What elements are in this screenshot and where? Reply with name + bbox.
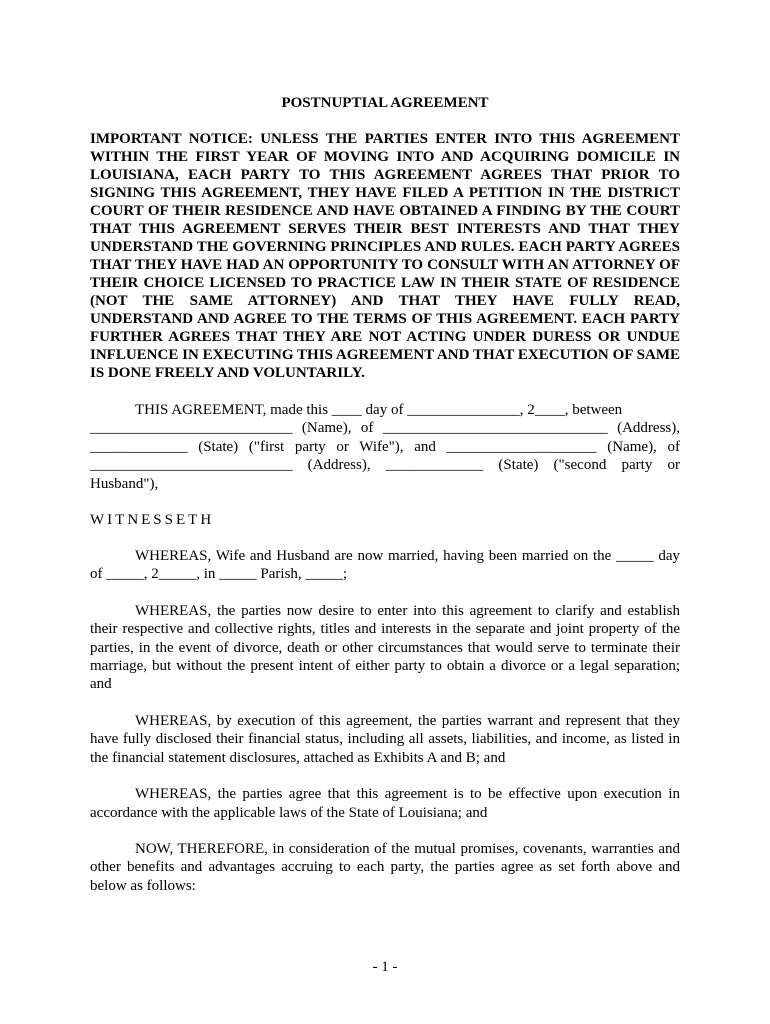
parties-line: Husband"), [90,475,159,492]
important-notice: IMPORTANT NOTICE: UNLESS THE PARTIES ENTER INTO THIS AGREEMENT WITHIN THE FIRST YEAR OF MOVING INTO AND ACQUIRING DOMICILE IN LOUISIANA, EACH PARTY TO THIS AGREEMENT AGREES THAT PRIOR TO SIGNING THIS AGREEMENT, THEY HAVE FILED A PETITION IN THE DISTRICT COURT OF THEIR RESIDENCE AND HAVE OBTAINED A FINDING BY THE COURT THAT THIS AGREEMENT SERVES THEIR BEST INTERESTS AND THAT THEY UNDERSTAND THE GOVERNING PRINCIPLES AND RULES. EACH PARTY AGREES THAT THEY HAVE HAD AN OPPORTUNITY TO CONSULT WITH AN ATTORNEY OF THEIR CHOICE LICENSED TO PRACTICE LAW IN THEIR STATE OF RESIDENCE (NOT THE SAME ATTORNEY) AND THAT THEY HAVE FULLY READ, UNDERSTAND AND AGREE TO THE TERMS OF THIS AGREEMENT. EACH PARTY FURTHER AGREES THAT THEY ARE NOT ACTING UNDER DURESS OR UNDUE INFLUENCE IN EXECUTING THIS AGREEMENT AND THAT EXECUTION OF SAME IS DONE FREELY AND VOLUNTARILY. [90,131,680,381]
whereas-disclosure: WHEREAS, by execution of this agreement, the parties warrant and represent that they have fully disclosed their financial status, including all assets, liabilities, and income, as listed in the financial statement disclosures, attached as Exhibits A and B; and [90,712,680,766]
parties-line: _____________ (State) ("first party or Wife"), and ____________________ (Name), of [90,438,680,455]
whereas-desire: WHEREAS, the parties now desire to enter into this agreement to clarify and establish their respective and collective rights, titles and interests in the separate and joint property of the parties, in the event of divorce, death or other circumstances that would serve to terminate their marriage, but without the present intent of either party to obtain a divorce or a legal separation; and [90,602,680,693]
whereas-effective: WHEREAS, the parties agree that this agreement is to be effective upon execution in accordance with the applicable laws of the State of Louisiana; and [90,786,680,821]
page-number: - 1 - [372,959,398,975]
parties-line: ___________________________ (Address), _____________ (State) ("second party or [90,457,680,474]
witnesseth-heading: WITNESSETH [90,512,215,529]
parties-clause [90,401,680,493]
document-title: POSTNUPTIAL AGREEMENT [281,95,489,111]
whereas-married: WHEREAS, Wife and Husband are now married, having been married on the _____ day of _____, 2_____, in _____ Parish, _____; [90,548,680,583]
parties-line: THIS AGREEMENT, made this ____ day of _______________, 2____, between [135,402,623,418]
now-therefore: NOW, THEREFORE, in consideration of the mutual promises, covenants, warranties and other benefits and advantages accruing to each party, the parties agree as set forth above and below as follows: [90,840,680,894]
parties-line: ___________________________ (Name), of ______________________________ (Address), [90,420,680,437]
document-page [90,94,680,913]
